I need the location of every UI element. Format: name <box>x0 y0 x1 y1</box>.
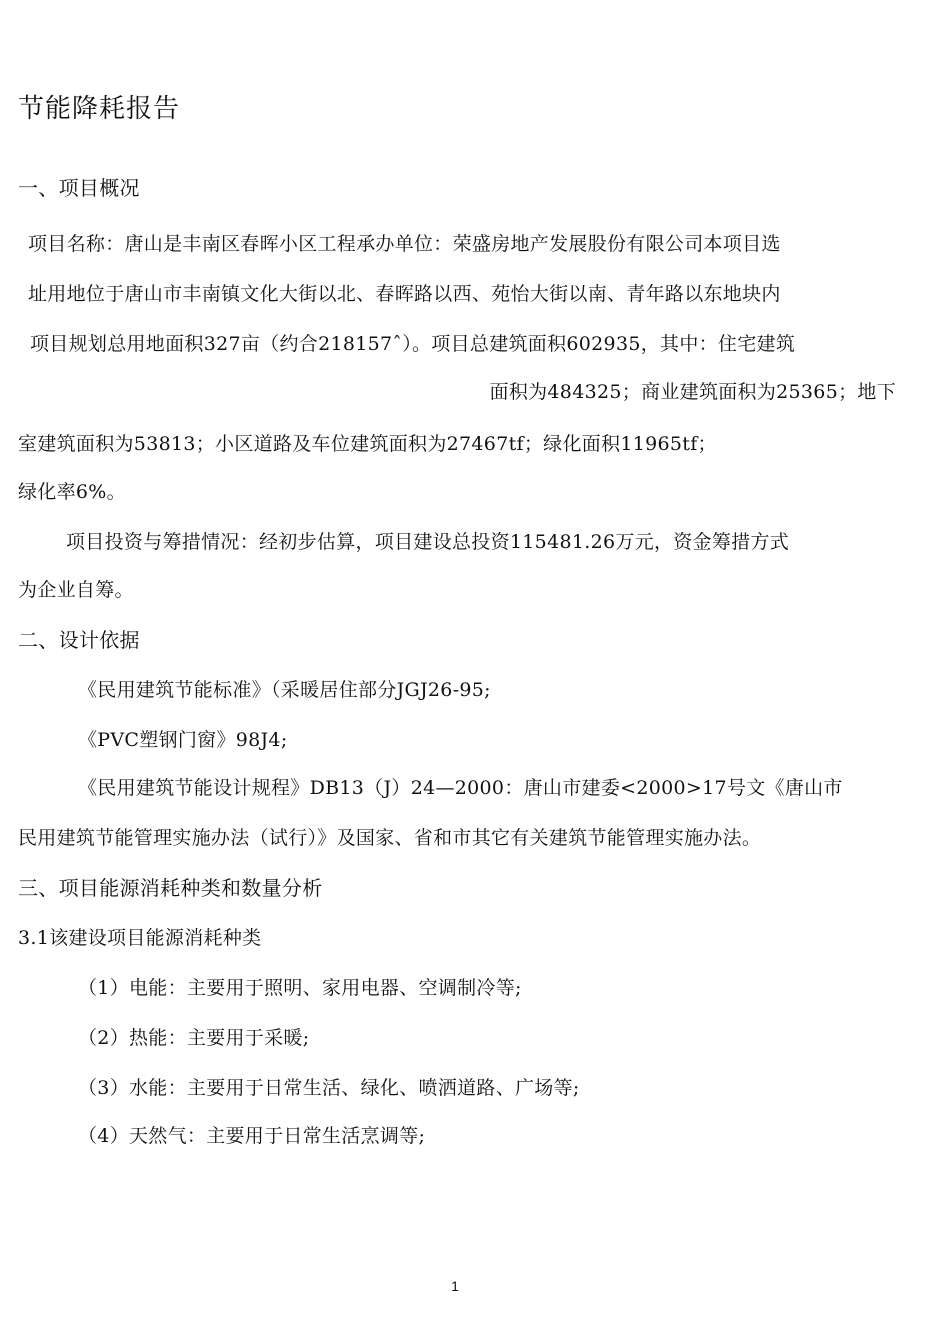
investment-line-2: 为企业自筹。 <box>18 579 134 601</box>
overview-line-6: 绿化率6%。 <box>18 481 126 503</box>
overview-line-1: 项目名称：唐山是丰南区春晖小区工程承办单位：荣盛房地产发展股份有限公司本项目选 <box>28 233 781 255</box>
energy-type-item: （2）热能：主要用于采暖; <box>78 1027 310 1049</box>
energy-type-item: （4）天然气：主要用于日常生活烹调等; <box>78 1125 426 1147</box>
overview-line-5: 室建筑面积为53813；小区道路及车位建筑面积为27467tf；绿化面积11965tf； <box>18 433 717 455</box>
section-1-heading: 一、项目概况 <box>18 176 140 200</box>
design-basis-item-3: 《民用建筑节能设计规程》DB13（J）24—2000：唐山市建委<2000>17号文《唐山市 <box>78 777 843 799</box>
section-3-1-subheading: 3.1该建设项目能源消耗种类 <box>18 927 262 949</box>
overview-line-3: 项目规划总用地面积327亩（约合218157ˆ）。项目总建筑面积602935，其中：住宅建筑 <box>30 333 796 355</box>
page-number: 1 <box>451 1278 459 1294</box>
section-3-heading: 三、项目能源消耗种类和数量分析 <box>18 876 323 900</box>
design-basis-continuation: 民用建筑节能管理实施办法（试行）》及国家、省和市其它有关建筑节能管理实施办法。 <box>18 827 762 849</box>
overview-line-2: 址用地位于唐山市丰南镇文化大街以北、春晖路以西、苑怡大街以南、青年路以东地块内 <box>28 283 781 305</box>
document-title: 节能降耗报告 <box>18 94 181 124</box>
overview-line-4: 面积为484325；商业建筑面积为25365；地下 <box>489 381 896 403</box>
design-basis-item-1: 《民用建筑节能标准》（采暖居住部分JGJ26-95; <box>78 679 491 701</box>
energy-type-item: （3）水能：主要用于日常生活、绿化、喷洒道路、广场等; <box>78 1077 580 1099</box>
investment-line-1: 项目投资与筹措情况：经初步估算，项目建设总投资115481.26万元，资金筹措方式 <box>66 531 790 553</box>
section-2-heading: 二、设计依据 <box>18 628 140 652</box>
energy-type-item: （1）电能：主要用于照明、家用电器、空调制冷等; <box>78 977 522 999</box>
design-basis-item-2: 《PVC塑钢门窗》98J4; <box>78 729 288 751</box>
